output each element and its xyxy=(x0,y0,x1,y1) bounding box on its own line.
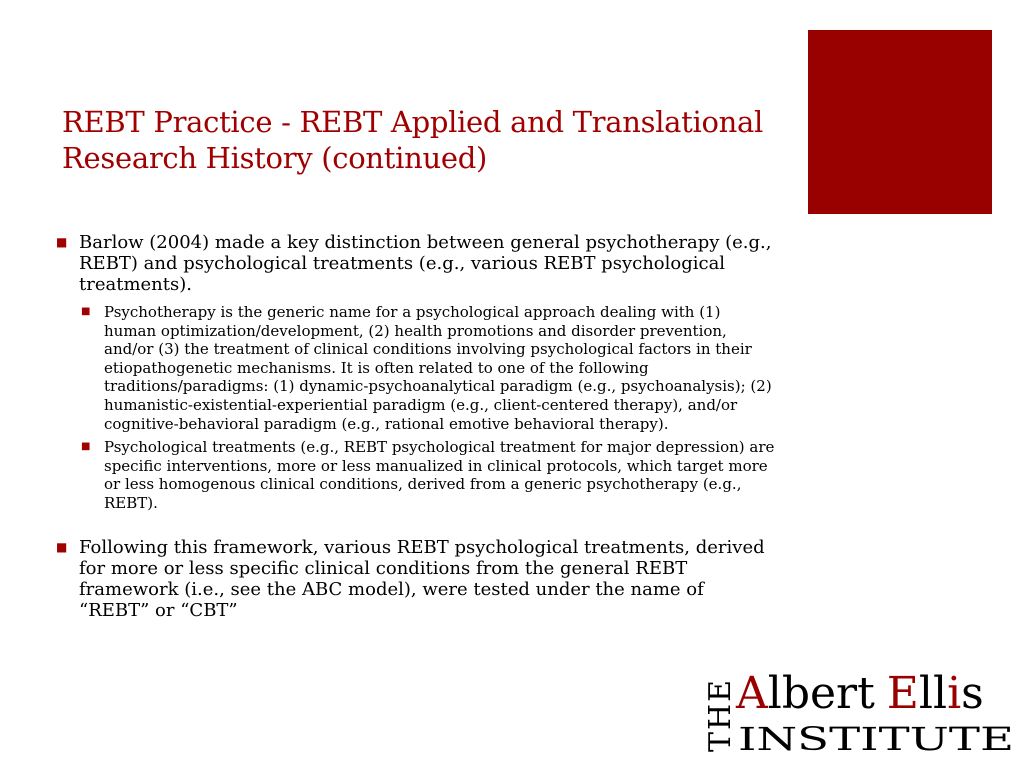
sub-bullet-text: Psychotherapy is the generic name for a psychological approach dealing with (1) human optimization/development, (2) health promotions and disorder prevention, and/or (3) the treatment of clinical conditions involving psychological factors in their etiopathogenetic mechanisms. It is often related to one of the following traditions/paradigms: (1) dynamic-psychoanalytical paradigm (e.g., psychoanalysis); (2) humanistic-existential-experiential paradigm (e.g., client-centered therapy), and/or cognitive-behavioral paradigm (e.g., rational emotive behavioral therapy). xyxy=(104,303,772,433)
square-bullet-icon: ■ xyxy=(56,235,68,249)
accent-block xyxy=(808,30,992,214)
square-bullet-icon: ■ xyxy=(56,539,68,554)
albert-ellis-institute-logo xyxy=(702,664,1018,754)
logo-the-text: THE xyxy=(703,677,738,752)
list-item xyxy=(56,537,776,621)
logo-albert-rest: lbert xyxy=(767,668,875,719)
bullet-text: Following this framework, various REBT psychological treatments, derived for more or less specific clinical conditions from the general REBT framework (i.e., see the ABC model), were tested under the name of “REBT” or “CBT” xyxy=(79,536,765,621)
bullet-text: Barlow (2004) made a key distinction between general psychotherapy (e.g., REBT) and psychological treatments (e.g., various REBT psychological treatments). xyxy=(79,232,772,295)
logo-ellis-ll: ll xyxy=(918,668,948,719)
logo-ellis-s: s xyxy=(961,668,984,719)
bullet-list xyxy=(56,232,776,621)
logo-name-line xyxy=(735,668,984,719)
sub-list-item xyxy=(79,438,776,512)
logo-institute-text: INSTITUTE xyxy=(738,720,1014,754)
slide-body xyxy=(56,232,776,627)
sub-list-item xyxy=(79,303,776,433)
logo-ellis-initial: E xyxy=(886,668,919,719)
sub-bullet-list xyxy=(79,303,776,513)
logo-ellis-i: i xyxy=(947,668,962,719)
slide-title: REBT Practice - REBT Applied and Translational Research History (continued) xyxy=(62,105,763,175)
logo-albert-initial: A xyxy=(736,668,768,719)
list-item xyxy=(56,232,776,513)
sub-bullet-text: Psychological treatments (e.g., REBT psychological treatment for major depression) are specific interventions, more or less manualized in clinical protocols, which target more or less homogenous clinical conditions, derived from a generic psychotherapy (e.g., REBT). xyxy=(104,438,775,512)
square-bullet-icon: ■ xyxy=(81,306,91,317)
square-bullet-icon: ■ xyxy=(81,441,91,453)
